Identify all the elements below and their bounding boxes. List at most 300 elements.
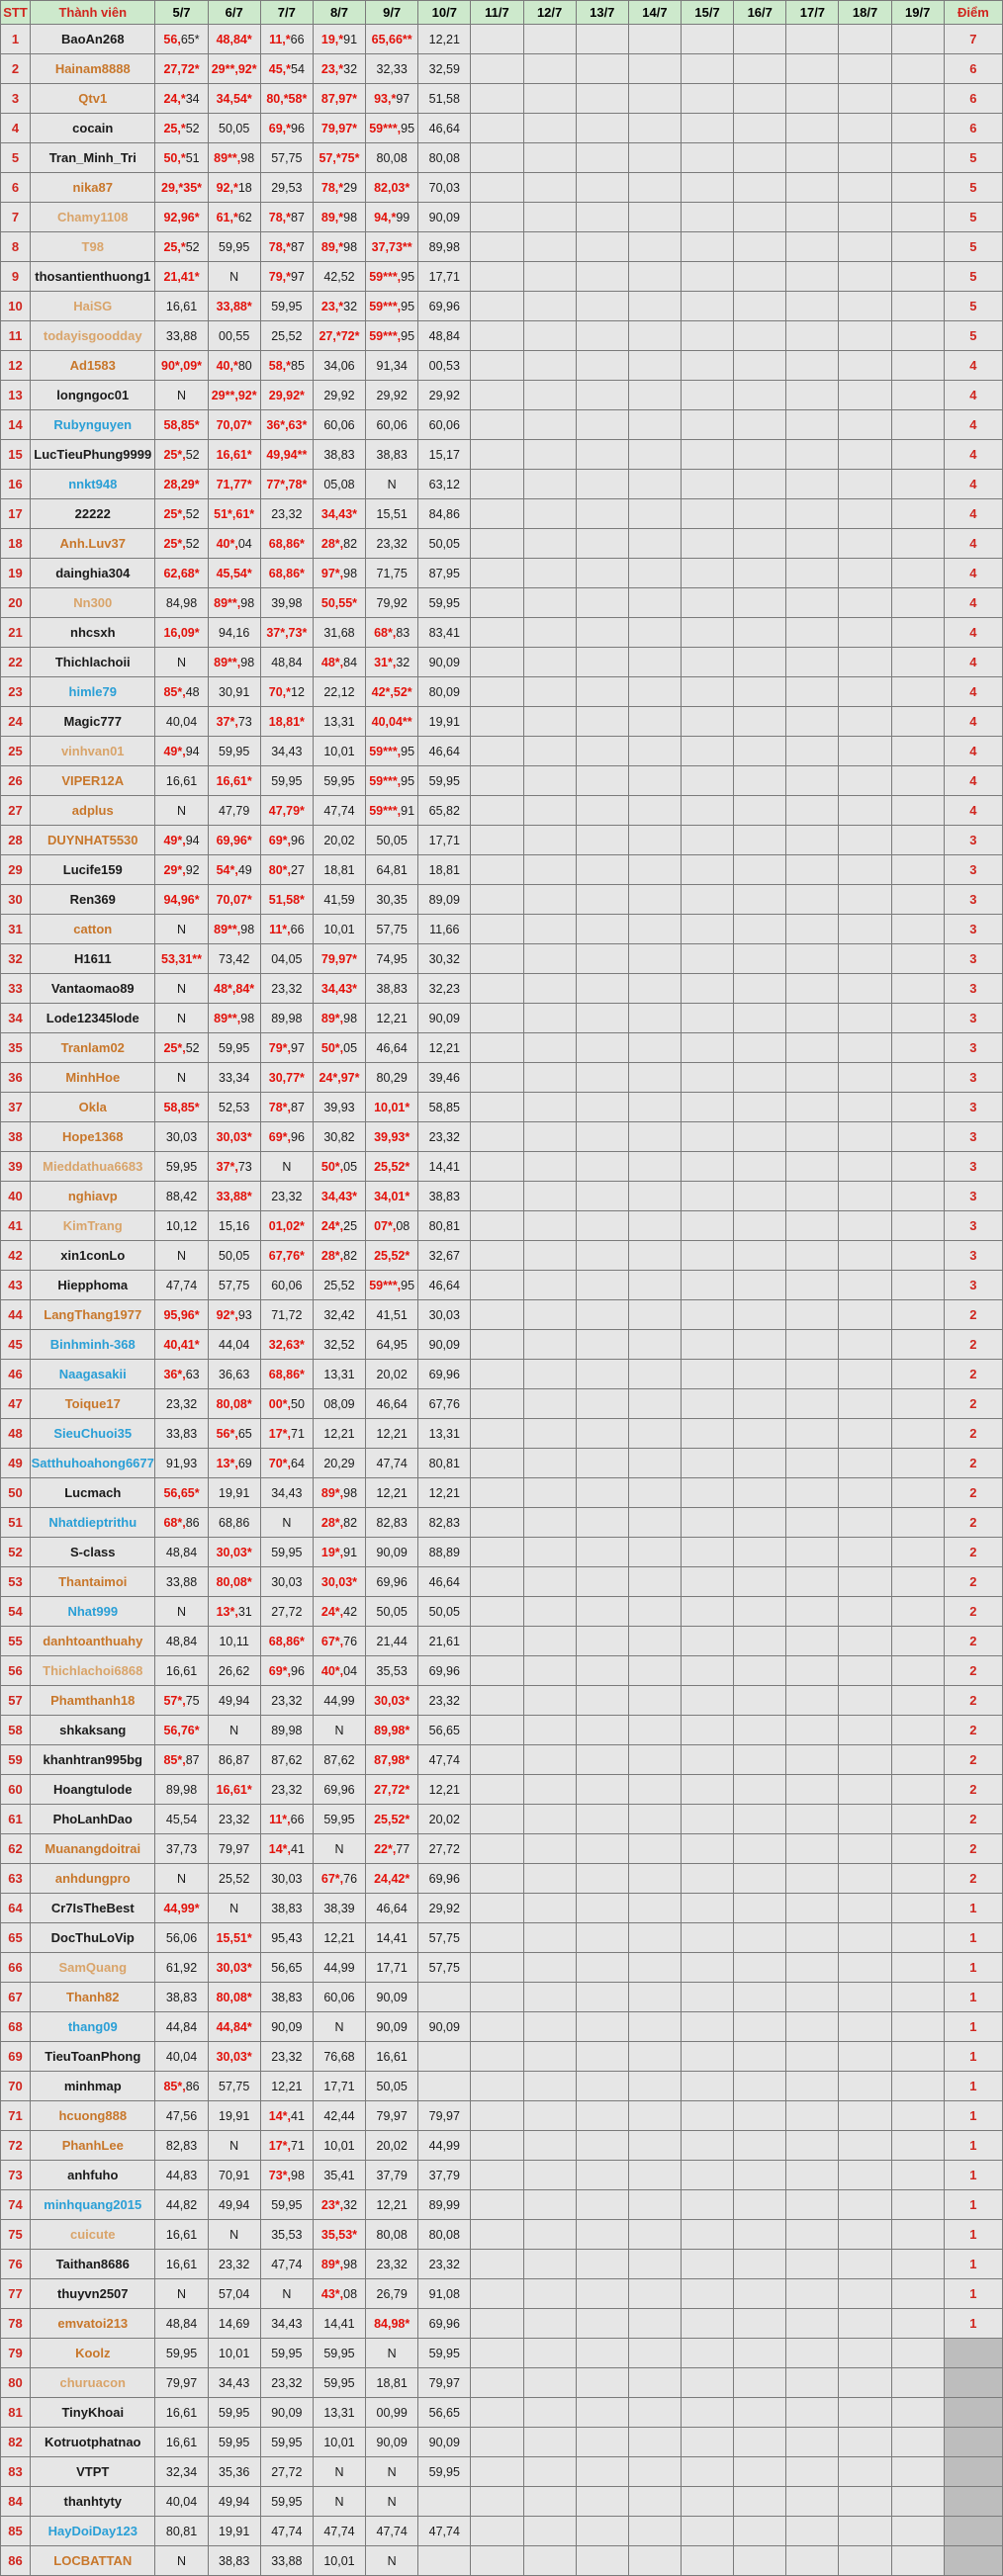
empty-cell [628,1093,681,1122]
prediction-cell: 10,12 [155,1211,208,1241]
empty-cell [786,1508,839,1538]
hit-number: 27,*72* [319,328,360,343]
hit-number: 44,99* [163,1901,200,1915]
row-number: 19 [1,559,31,588]
empty-cell [891,1271,944,1300]
member-name: Tran_Minh_Tri [31,143,155,173]
score-cell: 1 [944,2220,1002,2250]
row-number: 3 [1,84,31,114]
empty-cell [786,203,839,232]
table-row [1,292,1003,321]
prediction-cell [366,648,418,677]
prediction-cell: 25,52 [313,1271,365,1300]
empty-cell [734,1004,786,1033]
empty-cell [734,1241,786,1271]
prediction-cell: 10,01 [208,2339,260,2368]
empty-cell [576,351,628,381]
prediction-cell [260,1360,313,1389]
score-cell: 3 [944,915,1002,944]
prediction-cell: 50,05 [418,529,471,559]
prediction-cell [313,1063,365,1093]
miss-number: 80 [237,358,252,373]
miss-number: 51 [185,150,200,165]
member-name: MinhHoe [31,1063,155,1093]
empty-cell [576,173,628,203]
hit-number: 85*, [163,1752,186,1767]
prediction-cell: N [208,2131,260,2161]
prediction-cell [260,796,313,826]
member-name: thang09 [31,2012,155,2042]
prediction-cell: 47,74 [313,796,365,826]
empty-cell [628,410,681,440]
empty-cell [576,321,628,351]
table-row [1,1864,1003,1894]
hit-number: 77*,78* [266,477,308,491]
empty-cell [576,1864,628,1894]
prediction-cell: 27,72 [418,1834,471,1864]
empty-cell [891,203,944,232]
empty-cell [734,262,786,292]
empty-cell [523,1805,576,1834]
prediction-cell: 32,59 [418,54,471,84]
empty-cell [576,381,628,410]
prediction-cell: 59,95 [260,1538,313,1567]
row-number: 30 [1,885,31,915]
empty-cell [628,2339,681,2368]
empty-cell [839,2546,891,2576]
empty-cell [734,2101,786,2131]
prediction-cell: 56,65 [418,1716,471,1745]
hit-number: 25,* [163,121,186,135]
member-name: Rubynguyen [31,410,155,440]
miss-number: 27 [291,862,305,877]
prediction-cell: 19,91 [208,1478,260,1508]
prediction-cell: 59,95 [155,2339,208,2368]
prediction-cell [155,1478,208,1508]
prediction-cell [208,25,260,54]
hit-number: 23,* [320,299,344,313]
empty-cell [682,84,734,114]
row-number: 53 [1,1567,31,1597]
empty-cell [682,1419,734,1449]
table-row [1,1033,1003,1063]
miss-number: 66 [290,1812,305,1826]
empty-cell [682,2101,734,2131]
empty-cell [523,588,576,618]
score-cell: 4 [944,618,1002,648]
table-row [1,1597,1003,1627]
prediction-cell [366,1093,418,1122]
prediction-cell [313,1656,365,1686]
prediction-cell: 39,93 [313,1093,365,1122]
score-cell: 5 [944,232,1002,262]
empty-cell [839,440,891,470]
empty-cell [891,1627,944,1656]
member-name: Muanangdoitrai [31,1834,155,1864]
score-cell: 1 [944,2161,1002,2190]
score-cell: 4 [944,440,1002,470]
hit-number: 44,84* [216,2019,252,2034]
member-name: Ren369 [31,885,155,915]
hit-number: 51,58* [268,892,305,907]
empty-cell [839,2101,891,2131]
empty-cell [786,2072,839,2101]
empty-cell [734,1834,786,1864]
table-row [1,2072,1003,2101]
prediction-cell: 38,83 [366,974,418,1004]
empty-cell [576,1478,628,1508]
empty-cell [786,2250,839,2279]
empty-cell [891,1656,944,1686]
empty-cell [891,2398,944,2428]
date-header: 16/7 [734,1,786,25]
hit-number: 10,01* [374,1100,410,1114]
empty-cell [471,262,523,292]
empty-cell [471,1033,523,1063]
row-number: 77 [1,2279,31,2309]
prediction-cell: 91,93 [155,1449,208,1478]
empty-cell [891,2457,944,2487]
miss-number: 42 [343,1604,358,1619]
hit-number: 70*, [268,1456,291,1470]
prediction-cell: 38,83 [366,440,418,470]
prediction-cell: 87,62 [260,1745,313,1775]
empty-cell [576,1805,628,1834]
row-number: 84 [1,2487,31,2517]
prediction-cell: 79,97 [366,2101,418,2131]
empty-cell [523,114,576,143]
prediction-cell: 27,72 [260,1597,313,1627]
empty-cell [628,351,681,381]
empty-cell [576,1834,628,1864]
prediction-cell: 48,84 [418,321,471,351]
prediction-cell [155,143,208,173]
prediction-cell: 39,46 [418,1063,471,1093]
empty-cell [628,1775,681,1805]
prediction-cell: 48,84 [155,1538,208,1567]
empty-cell [786,2042,839,2072]
row-number: 47 [1,1389,31,1419]
prediction-cell: 91,34 [366,351,418,381]
prediction-cell: 31,68 [313,618,365,648]
hit-number: 92*, [216,1307,238,1322]
score-cell [944,2339,1002,2368]
empty-cell [523,1330,576,1360]
table-row [1,2339,1003,2368]
hit-number: 79,* [268,269,291,284]
prediction-cell: 20,29 [313,1449,365,1478]
empty-cell [628,1894,681,1923]
empty-cell [682,2517,734,2546]
empty-cell [523,648,576,677]
table-row [1,470,1003,499]
score-cell: 2 [944,1627,1002,1656]
empty-cell [891,1775,944,1805]
table-row [1,1834,1003,1864]
row-number: 21 [1,618,31,648]
prediction-cell: 90,09 [418,2428,471,2457]
hit-number: 68,86* [268,1367,305,1381]
prediction-cell: 19,91 [208,2517,260,2546]
prediction-cell: 56,65 [260,1953,313,1983]
hit-number: 37*, [216,1159,238,1174]
miss-number: 87 [185,1752,200,1767]
empty-cell [839,1923,891,1953]
member-name: emvatoi213 [31,2309,155,2339]
prediction-cell: 59,95 [313,766,365,796]
empty-cell [628,1805,681,1834]
hit-number: 30,03* [216,2049,252,2064]
member-header: Thành viên [31,1,155,25]
prediction-cell [313,1597,365,1627]
score-cell: 5 [944,173,1002,203]
empty-cell [891,796,944,826]
row-number: 82 [1,2428,31,2457]
empty-cell [734,1656,786,1686]
score-cell: 2 [944,1389,1002,1419]
empty-cell [839,1478,891,1508]
member-name: LOCBATTAN [31,2546,155,2576]
prediction-cell: 59,95 [208,2428,260,2457]
miss-number: 87 [291,1100,305,1114]
member-name: Lucife159 [31,855,155,885]
empty-cell [628,766,681,796]
empty-cell [471,1271,523,1300]
empty-cell [523,2487,576,2517]
prediction-cell: 33,88 [155,1567,208,1597]
prediction-cell [260,1122,313,1152]
row-number: 75 [1,2220,31,2250]
empty-cell [891,1983,944,2012]
hit-number: 80,08* [216,1990,252,2004]
empty-cell [523,2101,576,2131]
hit-number: 30,03* [216,1545,252,1559]
prediction-cell: 87,95 [418,559,471,588]
prediction-cell: 34,06 [313,351,365,381]
prediction-cell [366,796,418,826]
empty-cell [734,1894,786,1923]
prediction-cell: 21,44 [366,1627,418,1656]
prediction-cell: N [366,2457,418,2487]
member-name: TieuToanPhong [31,2042,155,2072]
empty-cell [891,1330,944,1360]
miss-number: 92 [185,862,200,877]
empty-cell [628,2517,681,2546]
miss-number: 52 [185,447,200,462]
prediction-cell: 47,74 [418,1745,471,1775]
empty-cell [471,2517,523,2546]
empty-cell [628,1211,681,1241]
row-number: 4 [1,114,31,143]
hit-number: 57,*75* [319,150,360,165]
prediction-cell: 57,75 [418,1953,471,1983]
empty-cell [471,2072,523,2101]
empty-cell [682,2250,734,2279]
empty-cell [734,2131,786,2161]
prediction-cell: 23,32 [260,1775,313,1805]
prediction-cell: 59,95 [208,1033,260,1063]
empty-cell [786,1182,839,1211]
empty-cell [839,2250,891,2279]
empty-cell [734,1627,786,1656]
empty-cell [734,1508,786,1538]
prediction-cell: 26,79 [366,2279,418,2309]
empty-cell [682,2042,734,2072]
date-header: 17/7 [786,1,839,25]
prediction-cell: N [155,1004,208,1033]
empty-cell [891,826,944,855]
member-name: Taithan8686 [31,2250,155,2279]
prediction-cell: 59,95 [208,232,260,262]
empty-cell [628,173,681,203]
empty-cell [839,2131,891,2161]
member-name: cocain [31,114,155,143]
score-cell: 3 [944,1211,1002,1241]
prediction-cell: 20,02 [418,1805,471,1834]
empty-cell [839,54,891,84]
empty-cell [471,2161,523,2190]
prediction-cell: 80,09 [418,677,471,707]
prediction-cell [155,1745,208,1775]
empty-cell [839,410,891,440]
empty-cell [891,2309,944,2339]
hit-number: 17*, [268,2138,291,2153]
score-cell: 1 [944,1953,1002,1983]
empty-cell [839,1656,891,1686]
hit-number: 56*, [216,1426,238,1441]
hit-number: 19*, [320,1545,344,1559]
hit-number: 28*, [320,1248,344,1263]
prediction-cell: 12,21 [366,1478,418,1508]
prediction-cell [155,529,208,559]
member-name: 22222 [31,499,155,529]
prediction-cell [155,1093,208,1122]
empty-cell [891,143,944,173]
row-number: 8 [1,232,31,262]
empty-cell [786,1627,839,1656]
prediction-cell: 00,55 [208,321,260,351]
miss-number: 32 [396,655,410,669]
empty-cell [682,1093,734,1122]
member-name: thanhtyty [31,2487,155,2517]
hit-number: 29,92* [268,388,305,402]
row-number: 69 [1,2042,31,2072]
prediction-cell: N [208,262,260,292]
empty-cell [628,1597,681,1627]
member-name: BaoAn268 [31,25,155,54]
prediction-cell: 90,09 [418,203,471,232]
prediction-cell [260,826,313,855]
member-name: Mieddathua6683 [31,1152,155,1182]
empty-cell [786,2101,839,2131]
empty-cell [839,2398,891,2428]
member-name: LangThang1977 [31,1300,155,1330]
hit-number: 80,*58* [266,91,308,106]
prediction-cell [155,232,208,262]
empty-cell [471,1241,523,1271]
empty-cell [734,2220,786,2250]
hit-number: 89,98* [374,1723,410,1737]
empty-cell [839,232,891,262]
empty-cell [891,1745,944,1775]
empty-cell [523,1241,576,1271]
miss-number: 29 [343,180,358,195]
table-row [1,707,1003,737]
empty-cell [523,203,576,232]
prediction-cell: 69,96 [418,1864,471,1894]
hit-number: 79,97* [320,951,358,966]
prediction-cell: 42,44 [313,2101,365,2131]
member-name: churuacon [31,2368,155,2398]
empty-cell [523,1182,576,1211]
empty-cell [523,1093,576,1122]
empty-cell [786,440,839,470]
empty-cell [839,143,891,173]
table-row [1,1063,1003,1093]
empty-cell [576,2368,628,2398]
empty-cell [628,559,681,588]
miss-number: 95 [401,773,415,788]
miss-number: 95 [401,299,415,313]
row-number: 50 [1,1478,31,1508]
empty-cell [786,2131,839,2161]
empty-cell [628,1923,681,1953]
prediction-cell: 23,32 [366,529,418,559]
empty-cell [523,440,576,470]
table-row [1,1211,1003,1241]
prediction-cell: 45,54 [155,1805,208,1834]
table-row [1,2309,1003,2339]
empty-cell [839,944,891,974]
row-number: 67 [1,1983,31,2012]
table-row [1,677,1003,707]
prediction-cell [366,1775,418,1805]
score-cell: 3 [944,974,1002,1004]
prediction-cell: 89,99 [418,2190,471,2220]
empty-cell [786,1716,839,1745]
empty-cell [682,2339,734,2368]
empty-cell [786,826,839,855]
row-number: 65 [1,1923,31,1953]
table-row [1,1538,1003,1567]
member-name: DocThuLoVip [31,1923,155,1953]
score-cell: 1 [944,2012,1002,2042]
row-number: 71 [1,2101,31,2131]
empty-cell [471,2012,523,2042]
hit-number: 71,77* [216,477,252,491]
table-row [1,499,1003,529]
empty-cell [891,2428,944,2457]
prediction-cell [313,648,365,677]
prediction-cell: 15,17 [418,440,471,470]
table-row [1,1627,1003,1656]
score-cell: 1 [944,1923,1002,1953]
empty-cell [734,1745,786,1775]
empty-cell [628,381,681,410]
empty-cell [786,1063,839,1093]
prediction-cell: 29,92 [366,381,418,410]
prediction-cell: N [155,796,208,826]
empty-cell [628,2309,681,2339]
empty-cell [682,559,734,588]
empty-cell [471,2309,523,2339]
prediction-cell: N [313,1834,365,1864]
prediction-cell: 90,09 [366,2428,418,2457]
hit-number: 51*,61* [214,506,255,521]
empty-cell [839,2161,891,2190]
empty-cell [576,2101,628,2131]
empty-cell [682,173,734,203]
